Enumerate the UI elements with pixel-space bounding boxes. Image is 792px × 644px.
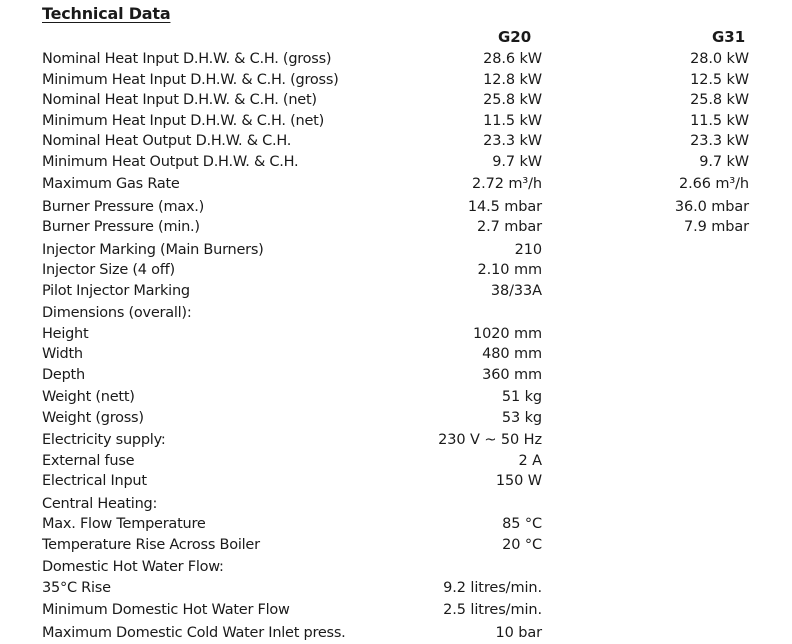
- row-label: Central Heating:: [42, 495, 158, 512]
- table-row: [0, 430, 792, 451]
- row-label: Injector Marking (Main Burners): [42, 241, 264, 258]
- value-g20: 12.8 kW: [483, 71, 542, 88]
- row-label: Minimum Domestic Hot Water Flow: [42, 602, 290, 618]
- value-g20: 25.8 kW: [483, 92, 542, 108]
- value-g20: 85 °C: [502, 516, 542, 532]
- table-row: [0, 152, 792, 173]
- value-g20: 2 A: [518, 452, 542, 469]
- value-g20: 20 °C: [502, 536, 542, 553]
- value-g20: 11.5 kW: [483, 112, 542, 129]
- table-row: [0, 387, 792, 408]
- table-row: [0, 451, 792, 472]
- value-g31: 28.0 kW: [690, 51, 749, 67]
- row-label: Height: [42, 325, 89, 342]
- column-header-g31: G31: [712, 28, 746, 46]
- row-label: Dimensions (overall):: [42, 305, 192, 321]
- row-label: Burner Pressure (max.): [42, 198, 205, 215]
- table-row: [0, 197, 792, 218]
- row-label: Depth: [42, 366, 85, 383]
- row-label: Burner Pressure (min.): [42, 219, 200, 235]
- value-g20: 210: [514, 241, 542, 258]
- value-g20: 2.10 mm: [477, 262, 542, 278]
- value-g20: 2.5 litres/min.: [443, 602, 542, 618]
- table-row: [0, 324, 792, 345]
- row-label: Nominal Heat Output D.H.W. & C.H.: [42, 133, 292, 149]
- row-label: Temperature Rise Across Boiler: [42, 536, 260, 553]
- table-row: [0, 514, 792, 535]
- row-label: Maximum Domestic Cold Water Inlet press.: [42, 624, 346, 641]
- table-row: [0, 281, 792, 302]
- value-g31: 12.5 kW: [690, 71, 749, 88]
- value-g20: 230 V ~ 50 Hz: [438, 432, 542, 448]
- value-g20: 9.2 litres/min.: [443, 579, 542, 596]
- row-label: Maximum Gas Rate: [42, 176, 180, 192]
- table-row: [0, 90, 792, 111]
- value-g20: 9.7 kW: [492, 153, 542, 170]
- value-g20: 14.5 mbar: [467, 198, 542, 215]
- table-row: [0, 303, 792, 324]
- table-row: [0, 217, 792, 238]
- table-row: [0, 408, 792, 429]
- row-label: Minimum Heat Input D.H.W. & C.H. (gross): [42, 71, 339, 88]
- table-row: [0, 174, 792, 195]
- value-g31: 2.66 m³/h: [678, 176, 749, 192]
- row-label: Electricity supply:: [42, 432, 166, 448]
- table-row: [0, 111, 792, 132]
- table-row: [0, 471, 792, 492]
- table-row: [0, 344, 792, 365]
- table-row: [0, 578, 792, 599]
- value-g31: 9.7 kW: [699, 153, 749, 170]
- row-label: Weight (gross): [42, 409, 144, 426]
- row-label: Injector Size (4 off): [42, 262, 175, 278]
- value-g20: 360 mm: [482, 366, 542, 383]
- value-g20: 53 kg: [501, 409, 542, 426]
- row-label: Width: [42, 346, 83, 362]
- row-label: Electrical Input: [42, 473, 147, 489]
- value-g20: 28.6 kW: [483, 51, 542, 67]
- table-row: [0, 365, 792, 386]
- table-row: [0, 535, 792, 556]
- row-label: Minimum Heat Output D.H.W. & C.H.: [42, 153, 299, 170]
- value-g31: 25.8 kW: [690, 92, 749, 108]
- table-row: [0, 131, 792, 152]
- table-row: [0, 494, 792, 515]
- value-g31: 23.3 kW: [690, 133, 749, 149]
- table-row: [0, 623, 792, 644]
- value-g20: 23.3 kW: [483, 133, 542, 149]
- row-label: Nominal Heat Input D.H.W. & C.H. (gross): [42, 51, 332, 67]
- row-label: 35°C Rise: [42, 579, 111, 596]
- value-g20: 10 bar: [495, 624, 542, 641]
- value-g20: 1020 mm: [472, 325, 542, 342]
- table-row: [0, 240, 792, 261]
- value-g31: 36.0 mbar: [674, 198, 749, 215]
- value-g20: 51 kg: [501, 389, 542, 405]
- table-row: [0, 49, 792, 70]
- row-label: Minimum Heat Input D.H.W. & C.H. (net): [42, 112, 325, 129]
- value-g20: 38/33A: [490, 282, 542, 299]
- table-row: [0, 557, 792, 578]
- row-label: Weight (nett): [42, 389, 135, 405]
- value-g20: 2.7 mbar: [476, 219, 542, 235]
- row-label: Nominal Heat Input D.H.W. & C.H. (net): [42, 92, 317, 108]
- row-label: Pilot Injector Marking: [42, 282, 190, 299]
- technical-data-table: [0, 49, 792, 643]
- table-row: [0, 260, 792, 281]
- row-label: External fuse: [42, 452, 135, 469]
- value-g31: 7.9 mbar: [683, 219, 749, 235]
- value-g31: 11.5 kW: [690, 112, 749, 129]
- page-title: Technical Data: [42, 4, 171, 23]
- value-g20: 150 W: [495, 473, 542, 489]
- row-label: Domestic Hot Water Flow:: [42, 559, 224, 575]
- table-row: [0, 70, 792, 91]
- value-g20: 2.72 m³/h: [471, 176, 542, 192]
- row-label: Max. Flow Temperature: [42, 516, 206, 532]
- table-row: [0, 600, 792, 621]
- column-header-g20: G20: [498, 28, 532, 46]
- value-g20: 480 mm: [482, 346, 542, 362]
